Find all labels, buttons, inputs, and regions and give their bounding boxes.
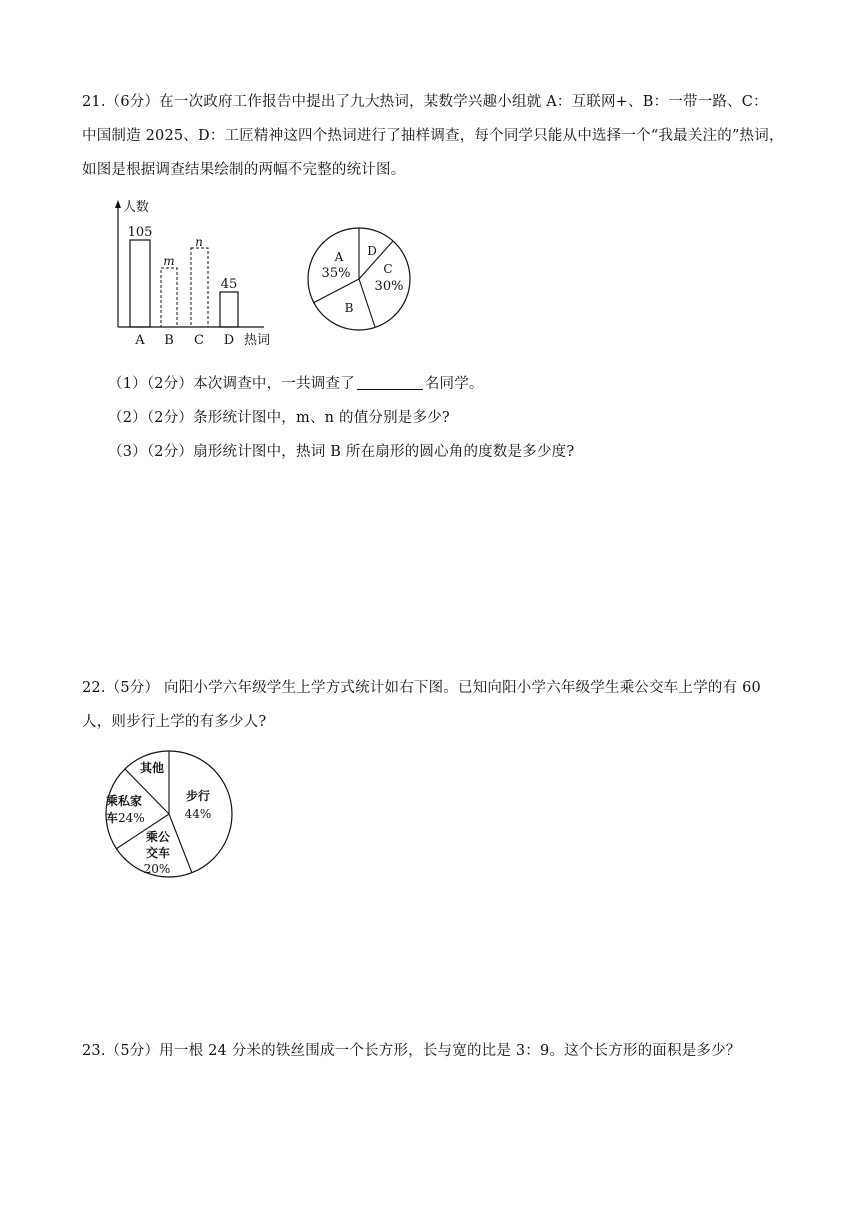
pie-chart-commute bbox=[104, 749, 234, 879]
q22-line-1: 22.（5分） 向阳小学六年级学生上学方式统计如右下图。已知向阳小学六年级学生乘公交车上学的有 60 bbox=[82, 680, 761, 696]
pie2-slice-car-percent: 24% bbox=[118, 811, 145, 825]
bar-b-value-label: m bbox=[163, 254, 175, 268]
pie2-slice-other-label: 其他 bbox=[139, 761, 165, 775]
bar-chart-ylabel: 人数 bbox=[123, 200, 150, 215]
bar-b bbox=[161, 268, 177, 327]
pie2-slice-car-label: 乘私家 车24% bbox=[106, 794, 145, 825]
bar-a bbox=[130, 240, 150, 327]
bar-d-value-label: 45 bbox=[220, 277, 238, 292]
q21-sub-1-suffix: 名同学。 bbox=[424, 376, 484, 392]
bar-chart-y-arrow bbox=[115, 200, 121, 208]
pie2-slice-walk-label: 步行 bbox=[185, 789, 211, 803]
bar-c-category-label: C bbox=[194, 333, 204, 348]
pie2-slice-bus-label: 乘公 交车 bbox=[145, 830, 171, 860]
bar-a-value-label: 105 bbox=[127, 225, 153, 240]
q21-sub-2: （2）（2分）条形统计图中，m、n 的值分别是多少? bbox=[108, 410, 450, 426]
q22-line-2: 人，则步行上学的有多少人? bbox=[82, 714, 267, 730]
pie1-divider-c-b bbox=[359, 279, 375, 327]
pie1-slice-a-label: A bbox=[334, 250, 344, 264]
answer-blank[interactable] bbox=[357, 375, 423, 390]
pie1-slice-c-percent: 30% bbox=[374, 279, 404, 294]
q21-line-3: 如图是根据调查结果绘制的两幅不完整的统计图。 bbox=[82, 162, 406, 178]
q21-sub-3: （3）（2分）扇形统计图中，热词 B 所在扇形的圆心角的度数是多少度? bbox=[108, 444, 575, 460]
q21-sub-1 bbox=[108, 372, 484, 393]
bar-chart bbox=[98, 196, 288, 352]
pie2-slice-bus-percent: 20% bbox=[143, 862, 171, 876]
pie1-slice-b-label: B bbox=[344, 301, 354, 315]
q23-line-1: 23.（5分）用一根 24 分米的铁丝围成一个长方形，长与宽的比是 3：9。这个长方形的面积是多少？ bbox=[82, 1043, 741, 1059]
pie2-slice-walk-percent: 44% bbox=[184, 807, 212, 821]
pie1-slice-d-label: D bbox=[367, 244, 377, 258]
bar-b-category-label: B bbox=[164, 333, 174, 348]
pie1-divider-b-a bbox=[313, 279, 359, 303]
bar-c-value-label: n bbox=[195, 235, 203, 249]
q21-line-1: 21.（6分）在一次政府工作报告中提出了九大热词，某数学兴趣小组就 A：互联网+、B：一带一路、C： bbox=[82, 94, 768, 110]
pie1-slice-a-percent: 35% bbox=[321, 266, 351, 281]
pie1-slice-c-label: C bbox=[383, 262, 393, 276]
q21-line-2: 中国制造 2025、D：工匠精神这四个热词进行了抽样调查，每个同学只能从中选择一个“我最关注的”热词， bbox=[82, 128, 784, 144]
q21-sub-1-text: （1）（2分）本次调查中，一共调查了 bbox=[108, 376, 355, 392]
bar-a-category-label: A bbox=[135, 333, 145, 348]
bar-c bbox=[191, 248, 208, 327]
pie-chart-keywords bbox=[306, 226, 412, 332]
bar-d bbox=[220, 292, 238, 327]
bar-d-category-label: D bbox=[223, 333, 235, 348]
bar-chart-xlabel: 热词 bbox=[244, 333, 271, 348]
